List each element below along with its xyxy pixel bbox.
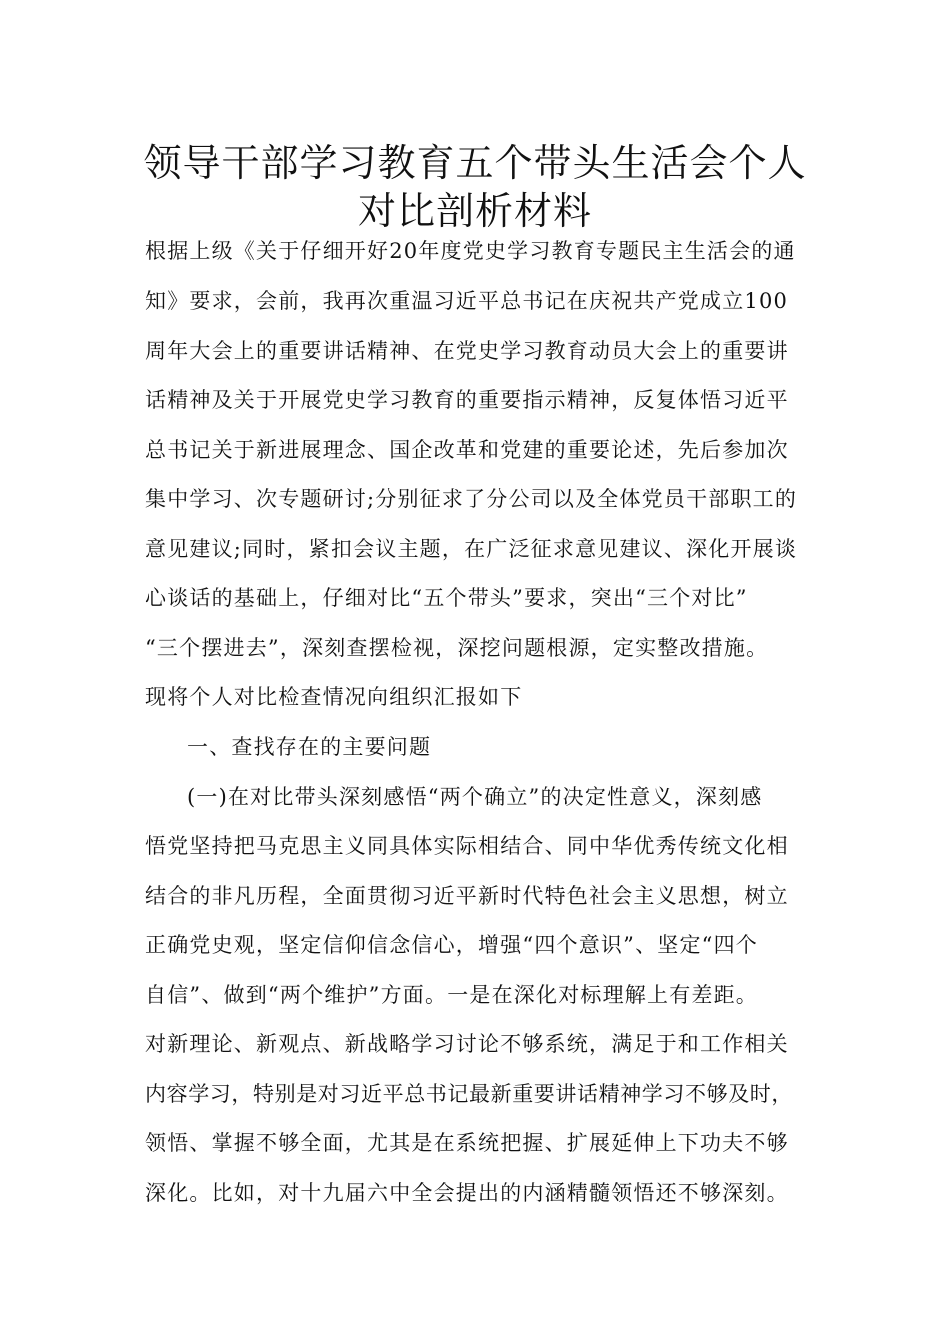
paragraph-1-line: 根据上级《关于仔细开好20年度党史学习教育专题民主生活会的通	[145, 239, 796, 263]
paragraph-1-line: 话精神及关于开展党史学习教育的重要指示精神，反复体悟习近平	[145, 388, 789, 412]
document-title-line-1: 领导干部学习教育五个带头生活会个人	[143, 141, 807, 185]
paragraph-2-line: 自信”、做到“两个维护”方面。一是在深化对标理解上有差距。	[145, 983, 759, 1007]
section-heading: 一、查找存在的主要问题	[187, 735, 432, 759]
paragraph-1-line: 周年大会上的重要讲话精神、在党史学习教育动员大会上的重要讲	[145, 339, 789, 363]
paragraph-1-line: 知》要求，会前，我再次重温习近平总书记在庆祝共产党成立100	[145, 289, 789, 313]
paragraph-1-line: 集中学习、次专题研讨;分别征求了分公司以及全体党员干部职工的	[145, 487, 798, 511]
paragraph-1-line: 意见建议;同时，紧扣会议主题，在广泛征求意见建议、深化开展谈	[145, 537, 798, 561]
paragraph-1-line: “三个摆进去”，深刻查摆检视，深挖问题根源，定实整改措施。	[145, 636, 769, 660]
paragraph-1-line: 心谈话的基础上，仔细对比“五个带头”要求，突出“三个对比”	[145, 586, 748, 610]
paragraph-2-line: 结合的非凡历程，全面贯彻习近平新时代特色社会主义思想，树立	[145, 884, 789, 908]
paragraph-1-line: 现将个人对比检查情况向组织汇报如下	[145, 685, 523, 709]
paragraph-2-line: 正确党史观，坚定信仰信念信心，增强“四个意识”、坚定“四个	[145, 933, 759, 957]
paragraph-2-line: 内容学习，特别是对习近平总书记最新重要讲话精神学习不够及时，	[145, 1082, 793, 1106]
paragraph-2-line: 对新理论、新观点、新战略学习讨论不够系统，满足于和工作相关	[145, 1032, 789, 1056]
document-title-line-2: 对比剖析材料	[357, 189, 592, 233]
paragraph-2-line: 深化。比如，对十九届六中全会提出的内涵精髓领悟还不够深刻。	[145, 1181, 789, 1205]
paragraph-2-line: (一)在对比带头深刻感悟“两个确立”的决定性意义，深刻感	[187, 785, 763, 809]
paragraph-1-line: 总书记关于新进展理念、国企改革和党建的重要论述，先后参加次	[145, 438, 789, 462]
paragraph-2-line: 悟党坚持把马克思主义同具体实际相结合、同中华优秀传统文化相	[145, 834, 789, 858]
paragraph-2-line: 领悟、掌握不够全面，尤其是在系统把握、扩展延伸上下功夫不够	[145, 1131, 789, 1155]
